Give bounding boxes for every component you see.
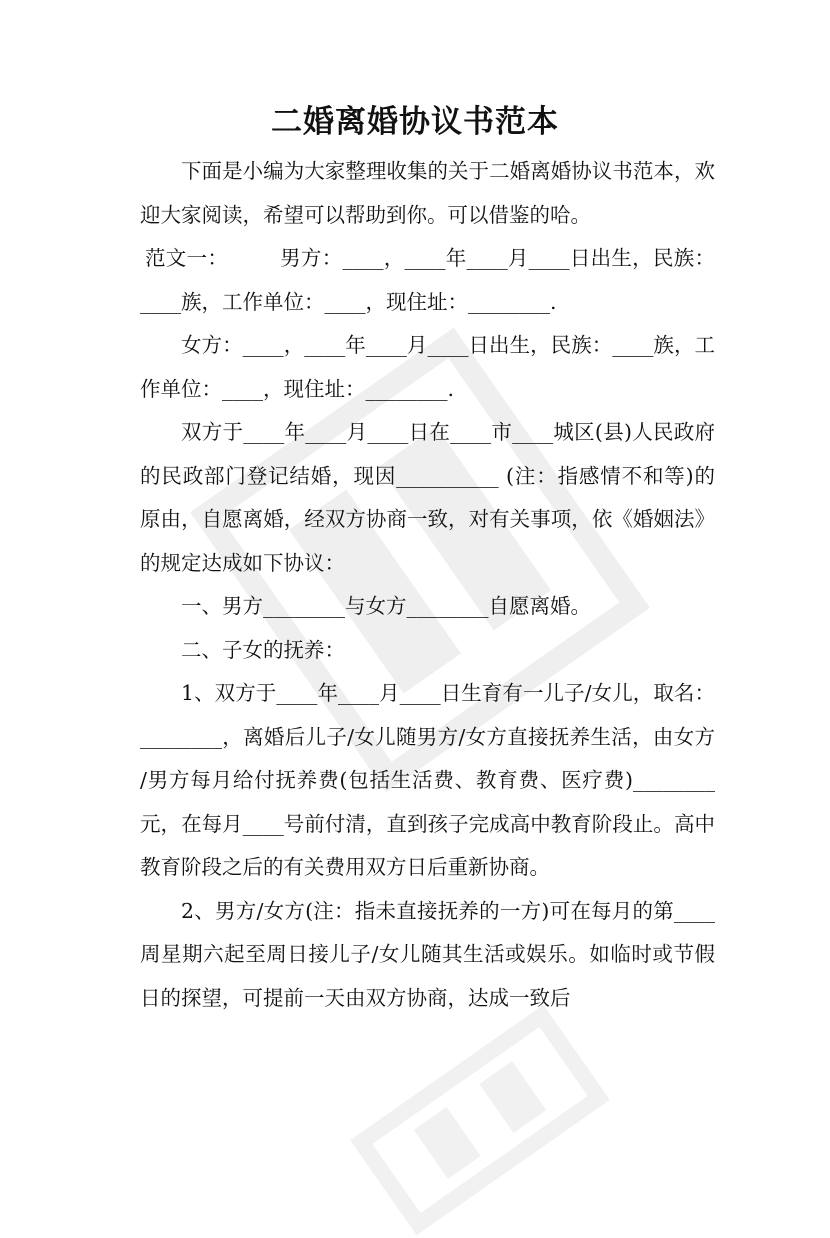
watermark-icon [347, 1002, 612, 1238]
paragraph-visitation: 2、男方/女方(注：指未直接抚养的一方)可在每月的第____周星期六起至周日接儿子/女儿随其生活或娱乐。如临时或节假日的探望，可提前一天由双方协商，达成一致后 [140, 898, 715, 1010]
paragraph-clause-2-heading: 二、子女的抚养： [181, 637, 345, 662]
document-title: 二婚离婚协议书范本 [271, 104, 559, 140]
paragraph-wife-info: 女方：____，____年____月____日出生，民族：____族，工作单位：____，现住址：________. [140, 333, 715, 401]
paragraph-husband-info: 范文一： 男方：____，____年____月____日出生，民族：____族，工作单位：____，现住址：________. [140, 246, 715, 314]
paragraph-intro: 下面是小编为大家整理收集的关于二婚离婚协议书范本，欢迎大家阅读，希望可以帮助到你。可以借鉴的哈。 [140, 159, 715, 227]
paragraph-clause-1: 一、男方________与女方________自愿离婚。 [181, 594, 591, 618]
paragraph-child-custody: 1、双方于____年____月____日生育有一儿子/女儿，取名：________，离婚后儿子/女儿随男方/女方直接抚养生活，由女方 /男方每月给付抚养费(包括生活费、教育费、医疗费)________元，在每月____号前付清，直到孩子完成高中教育阶段止。高中教育阶段之后的有关费用双方日后重新协商。 [140, 681, 715, 879]
paragraph-marriage-registration: 双方于____年____月____日在____市____城区(县)人民政府的民政部门登记结婚，现因__________ (注：指感情不和等)的原由，自愿离婚，经双方协商一致，对有关事项，依《婚姻法》的规定达成如下协议： [140, 420, 715, 575]
document-body [140, 150, 715, 1020]
